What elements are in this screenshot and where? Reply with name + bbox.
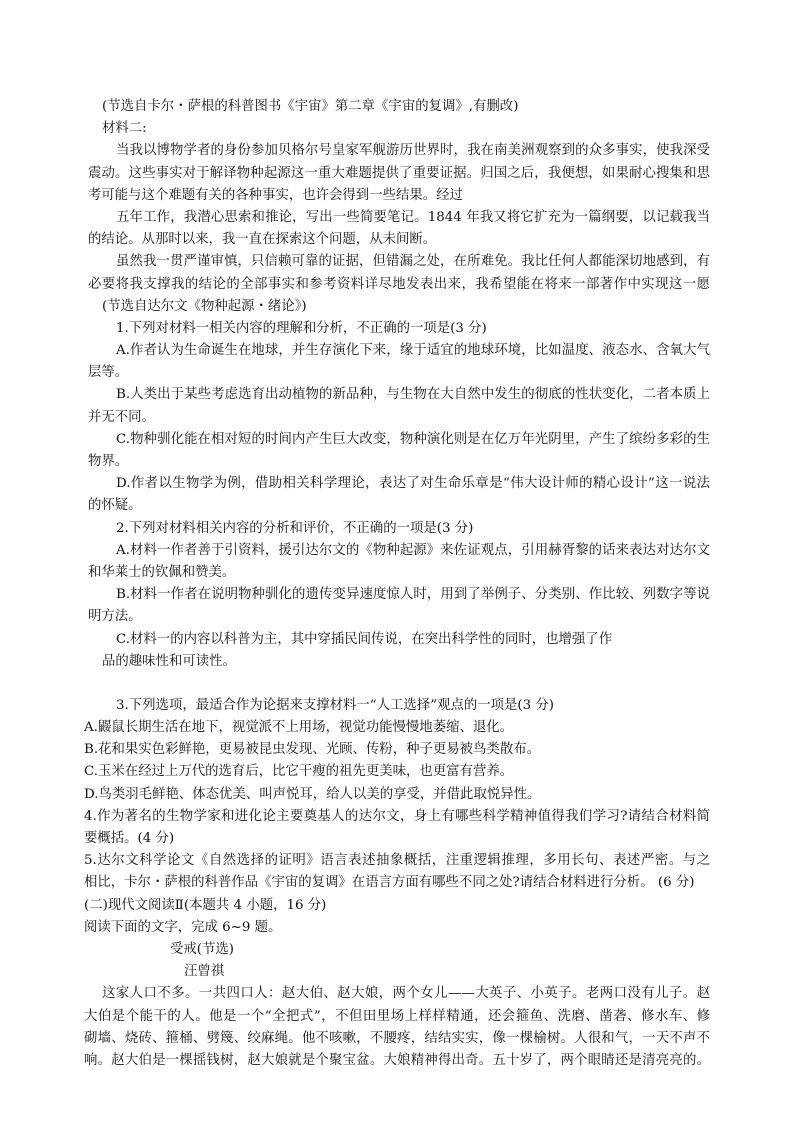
document-page [84, 96, 710, 1072]
option-line: C.材料一的内容以科普为主，其中穿插民间传说，在突出科学性的同时，也增强了作 [116, 631, 613, 647]
option-line: B.材料一作者在说明物种驯化的遗传变异速度惊人时，用到了举例子、分类别、作比较、列数字等说 [116, 587, 710, 603]
section-heading: (二)现代文阅读Ⅱ(本题共 4 小题，16 分) [84, 897, 327, 913]
option-line: B.人类出于某些考虑选育出动植物的新品种，与生物在大自然中发生的彻底的性状变化，二者本质上 [116, 387, 710, 403]
option-line: A.材料一作者善于引资料，援引达尔文的《物种起源》来佐证观点，引用赫胥黎的话来表达对达尔文 [116, 542, 710, 558]
source-note: (节选自达尔文《物种起源・绪论》) [102, 298, 307, 314]
question-4-cont: 要概括。(4 分) [84, 831, 175, 846]
paragraph-line: 响。赵大伯是一棵摇钱树，赵大娘就是个聚宝盆。大娘精神得出奇。五十岁了，两个眼睛还是清亮亮的。 [84, 1052, 710, 1068]
paragraph-line: 的结论。从那时以来，我一直在探索这个问题，从未间断。 [88, 232, 437, 248]
option-line: 明方法。 [88, 609, 142, 625]
option-line: 并无不同。 [88, 409, 155, 425]
paragraph-line: 大伯是个能干的人。他是一个“全把式”，不但田里场上样样精通，还会箍鱼、洗磨、凿砻、修水车、修 [84, 1008, 710, 1024]
option-line: 物界。 [88, 454, 129, 469]
section-heading: 材料二: [102, 121, 147, 137]
option-line: A.鼹鼠长期生活在地下，视觉派不上用场，视觉功能慢慢地萎缩、退化。 [84, 720, 514, 736]
option-line: B.花和果实色彩鲜艳，更易被昆虫发现、光顾、传粉，种子更易被鸟类散布。 [84, 742, 540, 758]
paragraph-line: 考可能与这个难题有关的各种事实，也许会得到一些结果。经过 [88, 187, 463, 203]
paragraph-line: 当我以博物学者的身份参加贝格尔号皇家军舰游历世界时，我在南美洲观察到的众多事实，使我深受 [116, 143, 710, 159]
option-line: C.物种驯化能在相对短的时间内产生巨大改变，物种演化则是在亿万年光阴里，产生了缤纷多彩的生 [116, 431, 710, 447]
paragraph-line: 这家人口不多。一共四口人：赵大伯、赵大娘，两个女儿——大英子、小英子。老两口没有儿子。赵 [102, 986, 710, 1002]
question-5-cont: 相比，卡尔・萨根的科普作品《宇宙的复调》在语言方面有哪些不同之处?请结合材料进行分析。 (6 分) [84, 875, 695, 891]
option-line: D.作者以生物学为例，借助相关科学理论，表达了对生命乐章是“伟大设计师的精心设计”这一说法 [116, 476, 710, 492]
option-line: 的怀疑。 [88, 498, 142, 514]
question-1: 1.下列对材料一相关内容的理解和分析，不正确的一项是(3 分) [116, 320, 487, 336]
passage-author: 汪曾祺 [184, 964, 225, 980]
question-2: 2.下列对材料相关内容的分析和评价，不正确的一项是(3 分) [116, 520, 474, 536]
blank-gap [88, 673, 710, 695]
option-line: 层等。 [88, 365, 129, 381]
option-line: 和华莱士的钦佩和赞美。 [88, 564, 236, 580]
question-3: 3.下列选项，最适合作为论据来支撑材料一“人工选择”观点的一项是(3 分) [116, 697, 555, 713]
passage-title: 受戒(节选) [170, 941, 235, 957]
source-note: (节选自卡尔・萨根的科普图书《宇宙》第二章《宇宙的复调》,有删改) [102, 99, 519, 114]
paragraph-line: 必要将我支撑我的结论的全部事实和参考资料详尽地发表出来，我希望能在将来一部著作中实现这一愿 [88, 276, 710, 292]
question-5: 5.达尔文科学论文《自然选择的证明》语言表述抽象概括，注重逻辑推理，多用长句、表述严密。与之 [84, 853, 710, 869]
option-line: A.作者认为生命诞生在地球，并生存演化下来，缘于适宜的地球环境，比如温度、液态水、含氧大气 [116, 343, 710, 359]
paragraph-line: 砌墙、烧砖、箍桶、劈篾、绞麻绳。他不咳嗽，不腰疼，结结实实，像一棵榆树。人很和气，一天不声不 [84, 1030, 710, 1046]
question-4: 4.作为著名的生物学家和进化论主要奠基人的达尔文，身上有哪些科学精神值得我们学习?请结合材料简 [84, 808, 710, 824]
paragraph-line: 震动。这些事实对于解译物种起源这一重大难题提供了重要证据。归国之后，我便想，如果耐心搜集和思 [88, 165, 710, 181]
option-line: 品的趣味性和可读性。 [102, 653, 236, 669]
instruction: 阅读下面的文字，完成 6~9 题。 [84, 919, 282, 935]
paragraph-line: 虽然我一贯严谨审慎，只信赖可靠的证据，但错漏之处，在所难免。我比任何人都能深切地感到，有 [116, 254, 710, 270]
paragraph-line: 五年工作，我潜心思索和推论，写出一些简要笔记。1844 年我又将它扩充为一篇纲要，以记载我当 [116, 209, 710, 225]
option-line: C.玉米在经过上万代的选育后，比它干瘦的祖先更美味，也更富有营养。 [84, 764, 514, 780]
option-line: D.鸟类羽毛鲜艳、体态优美、叫声悦耳，给人以美的享受，并借此取悦异性。 [84, 786, 541, 802]
